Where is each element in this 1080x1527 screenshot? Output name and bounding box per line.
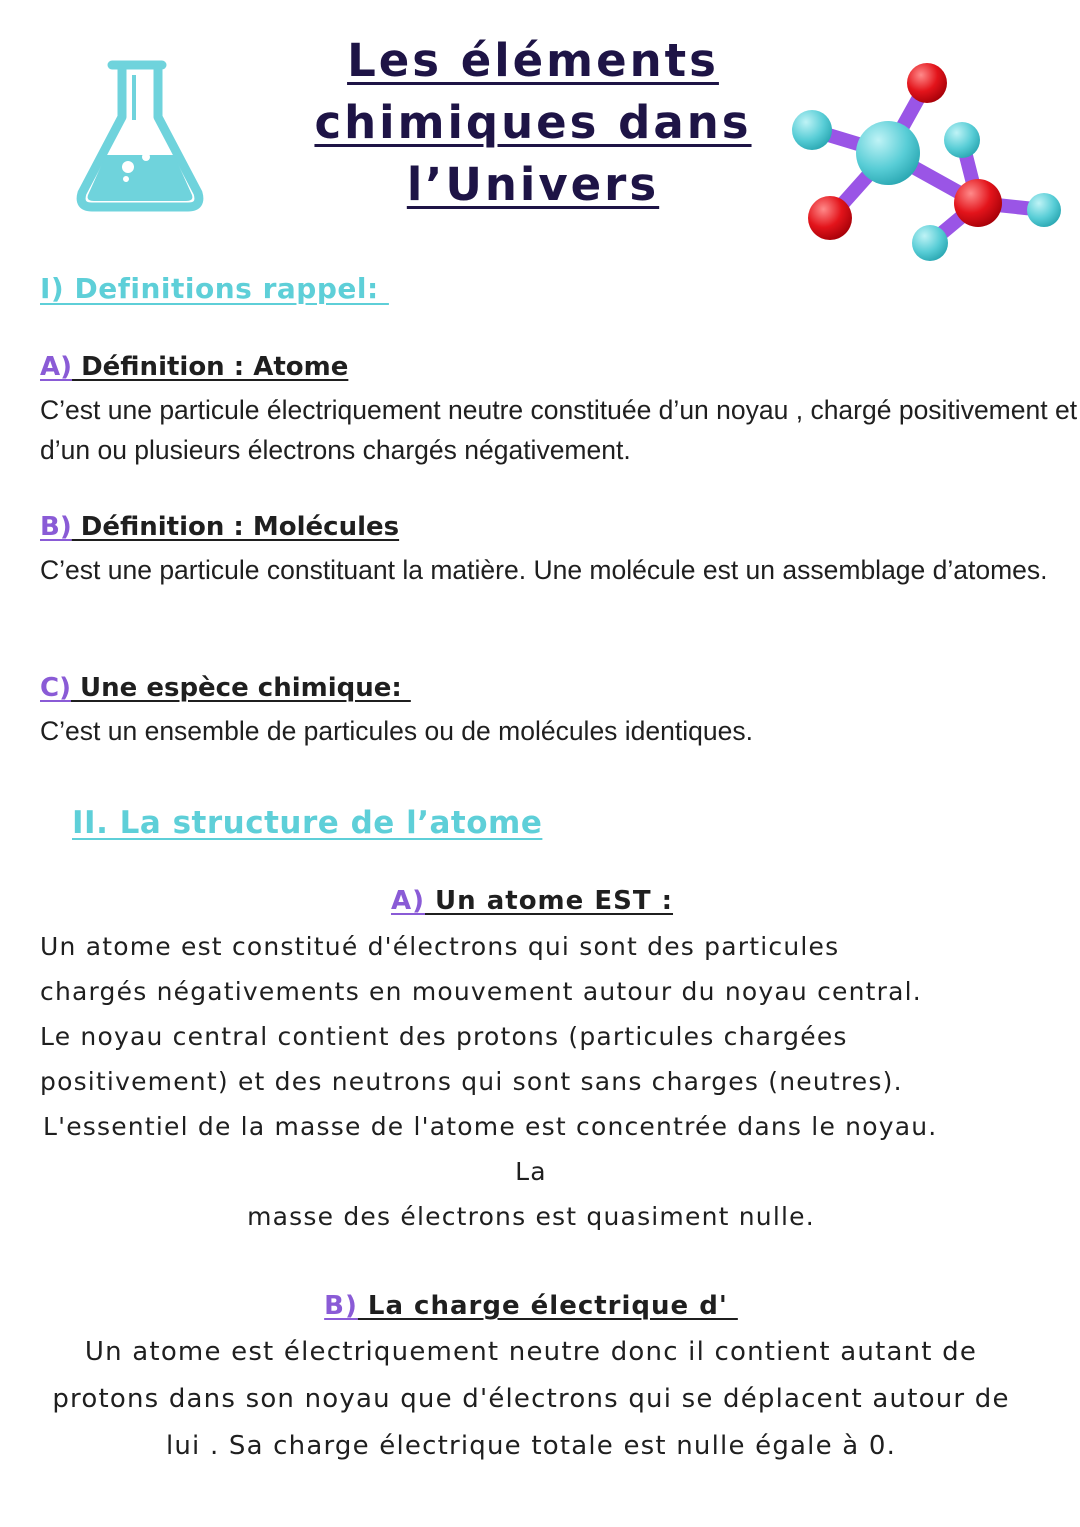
subheading-letter: A) (390, 886, 425, 916)
subheading-text: Définition : Atome (72, 352, 349, 382)
subheading-2a-atome (0, 886, 1064, 916)
subheading-letter: B) (40, 512, 72, 542)
subheading-text: La charge électrique d' (357, 1291, 738, 1321)
title-line-3: l’Univers (406, 158, 660, 211)
subheading-letter: B) (324, 1291, 358, 1321)
atome-line-7: masse des électrons est quasiment nulle. (247, 1202, 815, 1231)
atome-line-6: La (515, 1157, 547, 1186)
subheading-2b-charge (0, 1291, 1062, 1321)
flask-icon (70, 55, 210, 220)
atome-line-5: L'essentiel de la masse de l'atome est concentrée dans le noyau. (43, 1112, 938, 1141)
definition-molecules-text: C’est une particule constituant la matière. Une molécule est un assemblage d’atomes. (40, 555, 1048, 585)
charge-line-2: protons dans son noyau que d'électrons qui se déplacent autour de (52, 1384, 1010, 1414)
charge-line-1: Un atome est électriquement neutre donc il contient autant de (84, 1337, 978, 1367)
subheading-letter: C) (40, 673, 71, 703)
atome-line-4: positivement) et des neutrons qui sont sans charges (neutres). (40, 1067, 903, 1096)
charge-line-3: lui . Sa charge électrique totale est nulle égale à 0. (165, 1431, 897, 1461)
subheading-b-molecules (40, 512, 399, 542)
section-1-heading: I) Definitions rappel: (40, 272, 389, 305)
subheading-text: Une espèce chimique: (70, 673, 411, 703)
atome-line-2: chargés négativements en mouvement autour du noyau central. (40, 977, 922, 1006)
definition-espece-text: C’est un ensemble de particules ou de molécules identiques. (40, 716, 753, 746)
title-line-2: chimiques dans (314, 96, 752, 149)
definition-atome-text: C’est une particule électriquement neutre constituée d’un noyau , chargé positivement et d’un ou plusieurs électrons chargés négativement. (40, 395, 1078, 465)
atome-line-1: Un atome est constitué d'électrons qui sont des particules (40, 932, 840, 961)
subheading-text: Définition : Molécules (71, 512, 400, 542)
subheading-a-atome (40, 352, 348, 382)
section-2-heading: II. La structure de l’atome (72, 805, 543, 841)
atome-line-3: Le noyau central contient des protons (particules chargées (40, 1022, 848, 1051)
subheading-letter: A) (40, 352, 73, 382)
page-title (300, 30, 766, 216)
subheading-c-espece (40, 673, 411, 703)
molecule-icon (782, 55, 1072, 270)
subheading-text: Un atome EST : (425, 886, 674, 916)
title-line-1: Les éléments (347, 34, 719, 87)
